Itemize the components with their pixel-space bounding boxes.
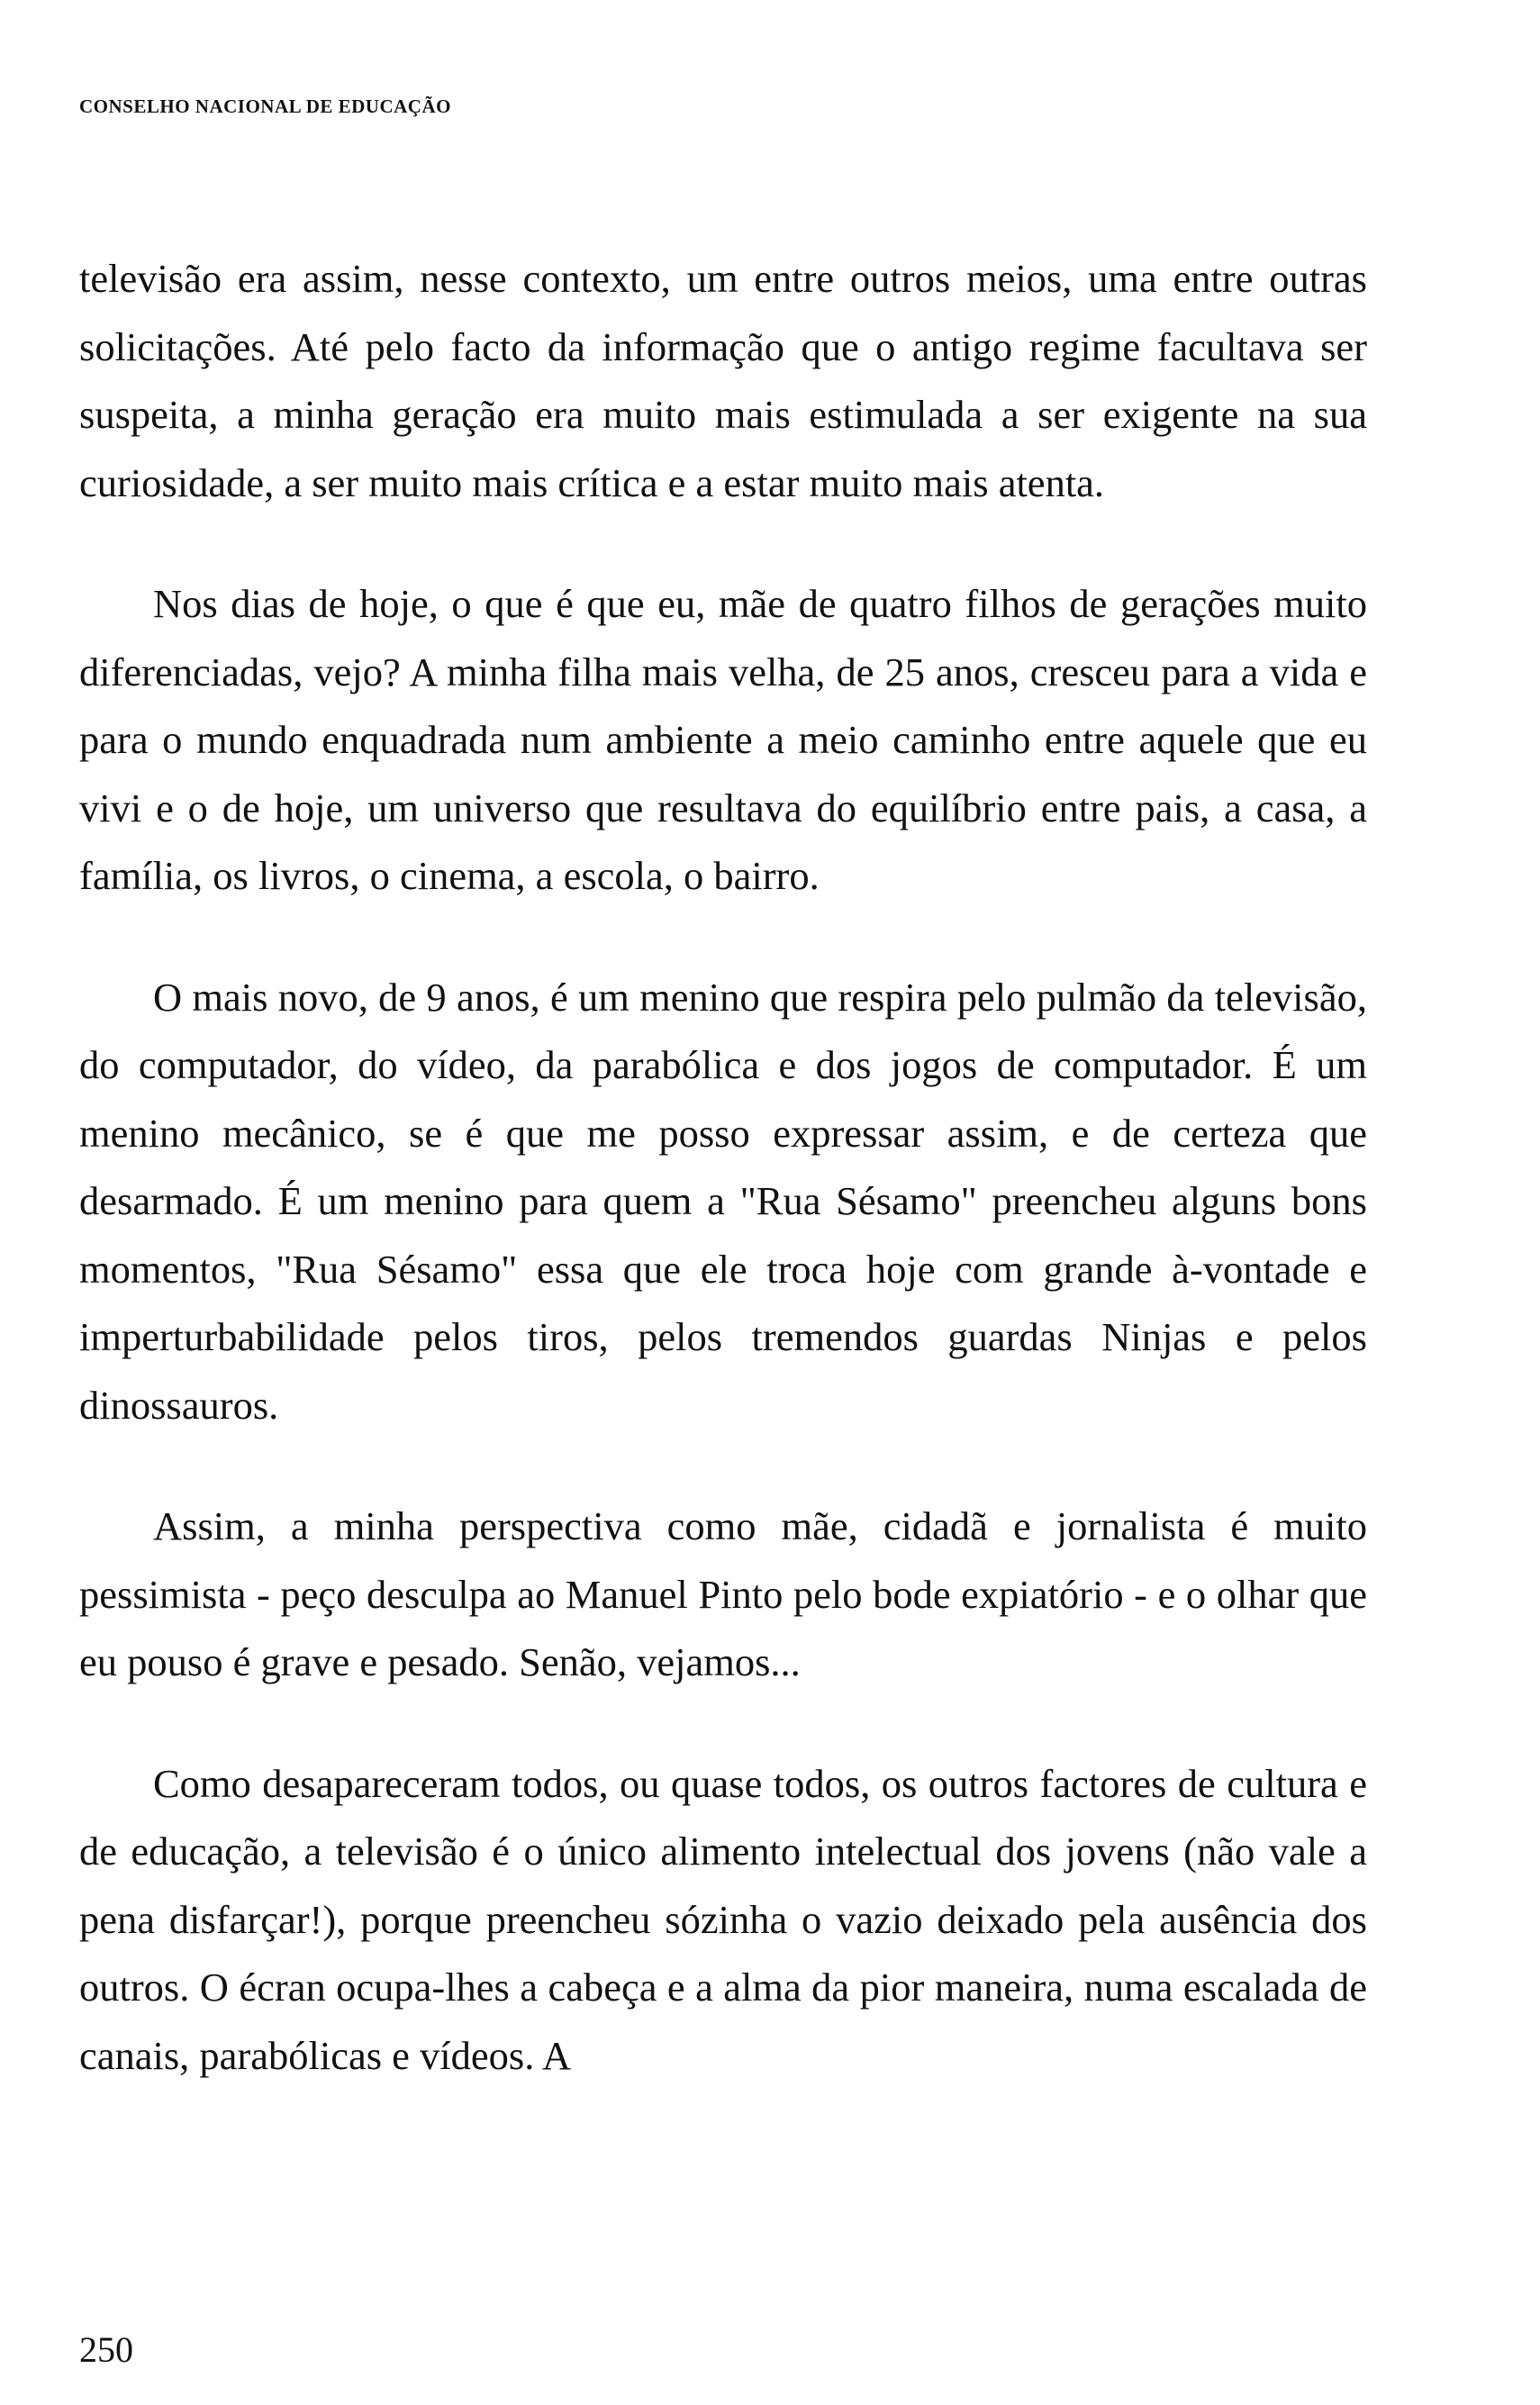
paragraph: televisão era assim, nesse contexto, um entre outros meios, uma entre outras solicitações. Até pelo facto da informação que o antigo regime facultava ser suspeita, a minha geração era muito mais estimulada a ser exigente na sua curiosidade, a ser muito mais crítica e a estar muito mais atenta. xyxy=(79,256,1367,505)
running-header: CONSELHO NACIONAL DE EDUCAÇÃO xyxy=(79,95,451,117)
paragraph: Assim, a minha perspectiva como mãe, cidadã e jornalista é muito pessimista - peço desculpa ao Manuel Pinto pelo bode expiatório - e o olhar que eu pouso é grave e pesado. Senão, vejamos... xyxy=(79,1503,1367,1684)
paragraph: Nos dias de hoje, o que é que eu, mãe de quatro filhos de gerações muito diferenciadas, vejo? A minha filha mais velha, de 25 anos, cresceu para a vida e para o mundo enquadrada num ambiente a meio caminho entre aquele que eu vivi e o de hoje, um universo que resultava do equilíbrio entre pais, a casa, a família, os livros, o cinema, a escola, o bairro. xyxy=(79,581,1367,898)
paragraph: O mais novo, de 9 anos, é um menino que respira pelo pulmão da televisão, do computador, do vídeo, da parabólica e dos jogos de computador. É um menino mecânico, se é que me posso expressar assim, e de certeza que desarmado. É um menino para quem a "Rua Sésamo" preencheu alguns bons momentos, "Rua Sésamo" essa que ele troca hoje com grande à-vontade e imperturbabilidade pelos tiros, pelos tremendos guardas Ninjas e pelos dinossauros. xyxy=(79,974,1367,1428)
body-text xyxy=(79,245,1367,2143)
paragraph: Como desapareceram todos, ou quase todos, os outros factores de cultura e de educação, a televisão é o único alimento intelectual dos jovens (não vale a pena disfarçar!), porque preencheu sózinha o vazio deixado pela ausência dos outros. O écran ocupa-lhes a cabeça e a alma da pior maneira, numa escalada de canais, parabólicas e vídeos. A xyxy=(79,1760,1367,2078)
page-number: 250 xyxy=(79,2329,133,2370)
